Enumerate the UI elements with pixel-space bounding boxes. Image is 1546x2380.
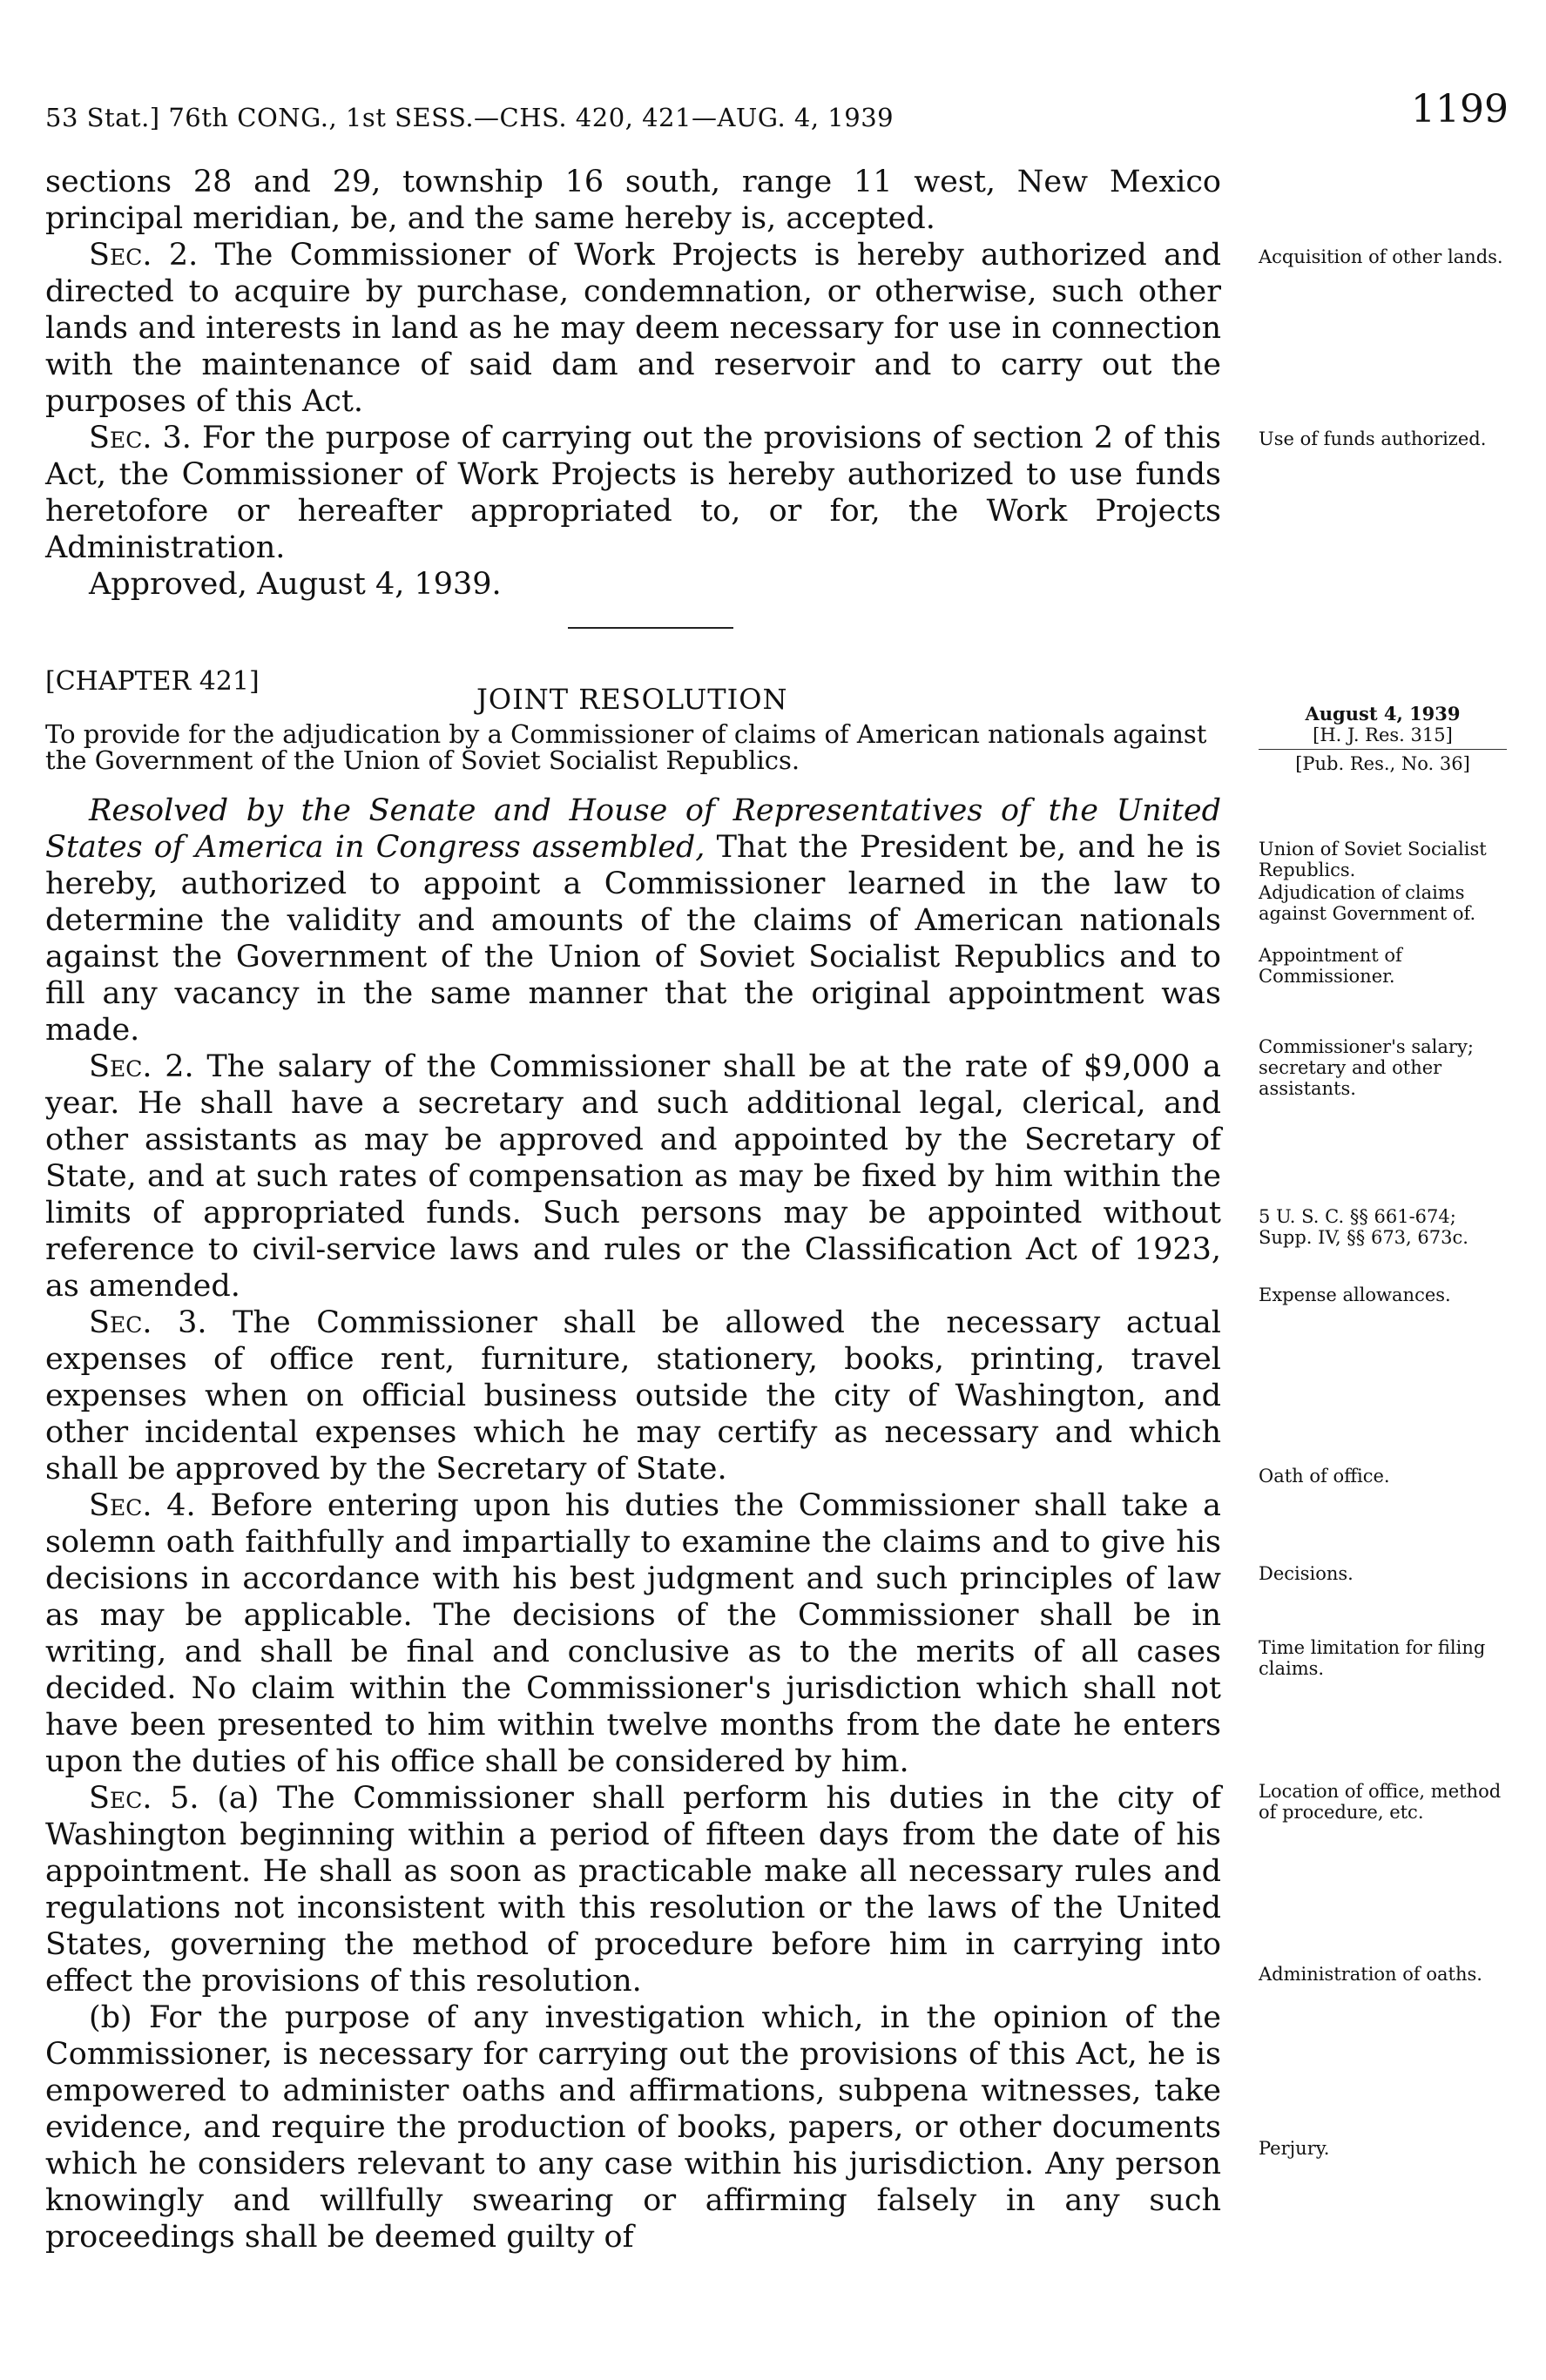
sidenote-perjury: Perjury. [1259, 2138, 1330, 2159]
ch421-sec-3 [45, 1305, 1221, 1487]
ch421-sec-2 [45, 1048, 1221, 1305]
sec-label: Sec. 5. [89, 1781, 199, 1816]
sidenote-decisions: Decisions. [1259, 1563, 1354, 1584]
joint-resolution-caption: To provide for the adjudication by a Commissioner of claims of American nationals against the Government of the Union of Soviet Socialist Republics. [45, 719, 1207, 775]
sidenote-pub-res: [Pub. Res., No. 36] [1259, 749, 1507, 774]
sec-text: Before entering upon his duties the Commissioner shall take a solemn oath faithfully and impartially to examine the claims and to give his decisions in accordance with his best judgment and such principles of law as may be applicable. The decisions of the Commissioner shall be in writing, and shall be final and conclusive as to the merits of all cases decided. No claim within the Commissioner's jurisdiction which shall not have been presented to him within twelve months from the date he enters upon the duties of his office shall be considered by him. [45, 1488, 1222, 1779]
sidenote-use-of-funds: Use of funds authorized. [1259, 428, 1487, 449]
resolved-text: That the President be, and he is hereby, authorized to appoint a Commissioner learned in the law to determine the validity and amounts of the claims of American nationals against the Government of the Union of Soviet Socialist Republics and to fill any vacancy in the same manner that the original appointment was made. [45, 830, 1221, 1048]
sec-text: The Commissioner of Work Projects is hereby authorized and directed to acquire by purchase, condemnation, or otherwise, such other lands and interests in land as he may deem necessary for use in connection with the maintenance of said dam and reservoir and to carry out the purposes of this Act. [45, 238, 1221, 419]
sec-text: The salary of the Commissioner shall be at the rate of $9,000 a year. He shall have a secretary and such additional legal, clerical, and other assistants as may be approved and appointed by the Secretary of State, and at such rates of compensation as may be fixed by him within the limits of appropriated funds. Such persons may be appointed without reference to civil-service laws and rules or the Classification Act of 1923, as amended. [45, 1049, 1221, 1304]
sidenote-acquisition: Acquisition of other lands. [1259, 246, 1503, 267]
approved-line: Approved, August 4, 1939. [89, 567, 502, 602]
sec-text: (a) The Commissioner shall perform his duties in the city of Washington beginning within a period of fifteen days from the date of his appointment. He shall as soon as practicable make all necessary rules and regulations not inconsistent with this resolution or the laws of the United States, governing the method of procedure before him in carrying into effect the provisions of this resolution. [45, 1781, 1222, 1999]
resolving-clause [45, 792, 1221, 1048]
header-citation: 53 Stat.] 76th CONG., 1st SESS.—CHS. 420, 421—AUG. 4, 1939 [45, 103, 895, 132]
sidenote-date: August 4, 1939 [1305, 703, 1461, 725]
sidenote-salary: Commissioner's salary; secretary and other assistants. [1259, 1036, 1474, 1099]
chapter-label: [CHAPTER 421] [45, 666, 260, 697]
sec-label: Sec. 3. [89, 1305, 207, 1340]
sidenote-hj-res: [H. J. Res. 315] [1313, 725, 1453, 745]
ch421-sec-5b: (b) For the purpose of any investigation which, in the opinion of the Commissioner, is necessary for carrying out the provisions of this Act, he is empowered to administer oaths and affirmations, subpena witnesses, take evidence, and require the production of books, papers, or other documents which he considers relevant to any case within his jurisdiction. Any person knowingly and willfully swearing or affirming falsely in any such proceedings shall be deemed guilty of [45, 2000, 1221, 2255]
ch421-sec-4 [45, 1487, 1221, 1780]
section-divider [568, 627, 733, 629]
sidenote-location: Location of office, method of procedure, etc. [1259, 1781, 1502, 1823]
sidenote-oath: Oath of office. [1259, 1466, 1390, 1487]
ch420-body [45, 164, 1221, 603]
sec-text: The Commissioner shall be allowed the necessary actual expenses of office rent, furniture, stationery, books, printing, travel expenses when on official business outside the city of Washington, and other incidental expenses which he may certify as necessary and which shall be approved by the Secretary of State. [45, 1305, 1221, 1487]
sec-label: Sec. 4. [89, 1488, 196, 1523]
sec-label: Sec. 2. [89, 238, 199, 273]
sec-text: For the purpose of carrying out the provisions of section 2 of this Act, the Commissioner of Work Projects is hereby authorized to use funds heretofore or hereafter appropriated to, or for, the Work Projects Administration. [45, 421, 1221, 565]
sec-label: Sec. 2. [89, 1049, 194, 1084]
sidenote-expense: Expense allowances. [1259, 1284, 1451, 1305]
joint-resolution-title: JOINT RESOLUTION [476, 683, 788, 716]
sidenote-usc: 5 U. S. C. §§ 661-674; Supp. IV, §§ 673, 673c. [1259, 1206, 1468, 1248]
sidenote-time-limit: Time limitation for filing claims. [1259, 1637, 1486, 1679]
sidenote-ussr: Union of Soviet Socialist Republics. [1259, 839, 1487, 880]
running-header [45, 87, 1509, 139]
ch420-sec-2 [45, 237, 1221, 420]
sidenote-adjudication: Adjudication of claims against Government of. [1259, 882, 1476, 924]
sidenote-administration: Administration of oaths. [1259, 1964, 1482, 1985]
page-number: 1199 [1411, 87, 1509, 131]
sec-label: Sec. 3. [89, 421, 192, 455]
resolved-italic: Resolved by the Senate and House of Representatives of the United States of America in Congress assembled, [45, 793, 1221, 865]
ch421-body [45, 792, 1221, 2255]
sidenote-appointment: Appointment of Commissioner. [1259, 945, 1402, 987]
ch420-para-1: sections 28 and 29, township 16 south, range 11 west, New Mexico principal meridian, be, and the same hereby is, accepted. [45, 165, 1221, 236]
ch420-sec-3 [45, 420, 1221, 566]
ch421-sec-5a [45, 1780, 1221, 1999]
